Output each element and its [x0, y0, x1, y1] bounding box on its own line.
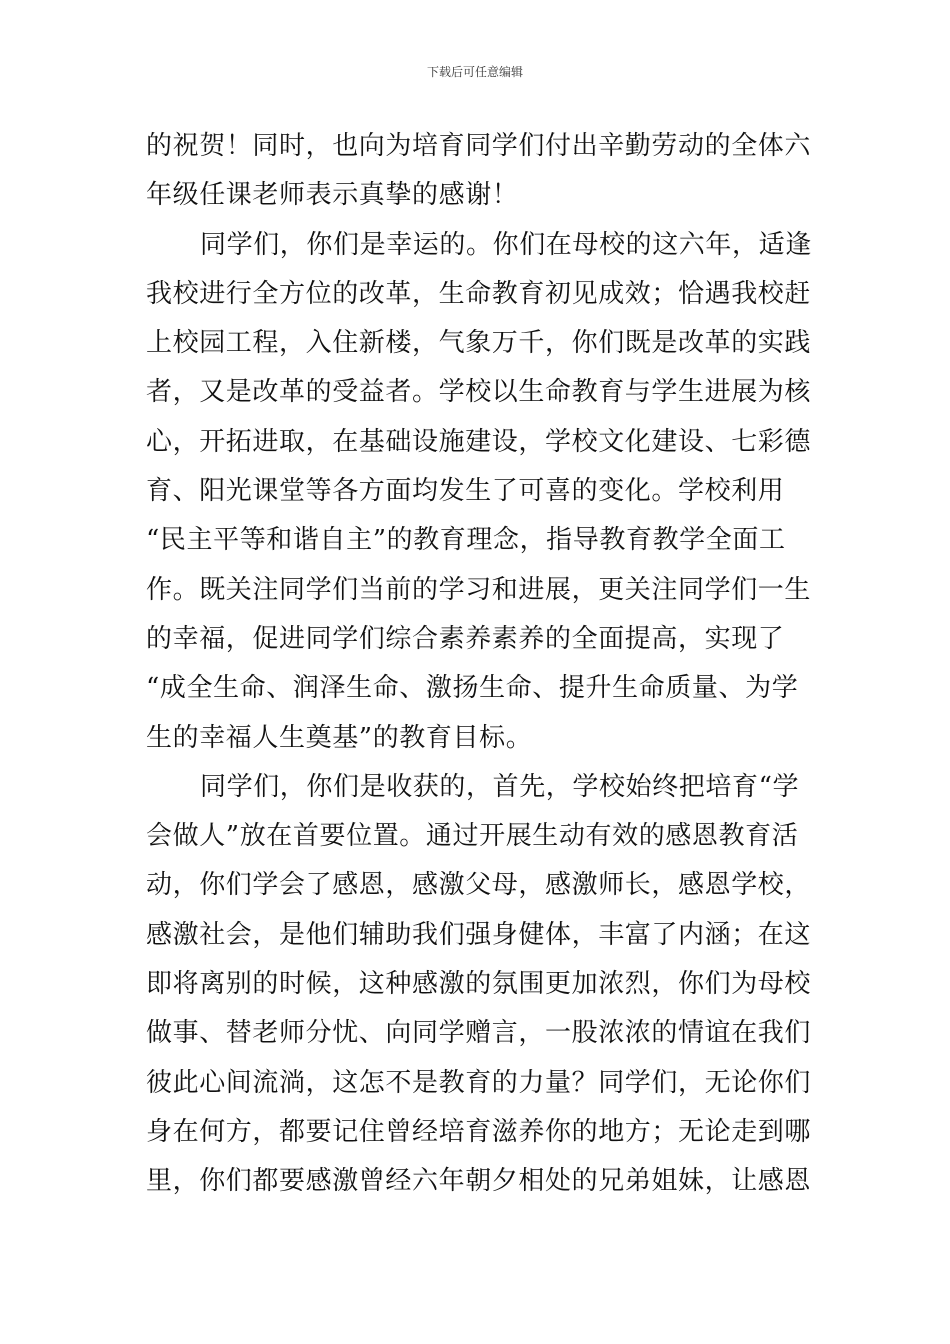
text-line: 即将离别的时候，这种感激的氛围更加浓烈，你们为母校 — [146, 969, 812, 1000]
document-body — [146, 122, 810, 1207]
text-line: 同学们，你们是幸运的。你们在母校的这六年，适逢 — [200, 229, 812, 260]
text-line: 上校园工程，入住新楼，气象万千，你们既是改革的实践 — [146, 328, 812, 359]
text-line: 彼此心间流淌，这怎不是教育的力量？同学们，无论你们 — [146, 1067, 812, 1098]
text-line: 生的幸福人生奠基”的教育目标。 — [146, 722, 533, 753]
text-line: 作。既关注同学们当前的学习和进展，更关注同学们一生 — [146, 574, 812, 605]
text-line: 会做人”放在首要位置。通过开展生动有效的感恩教育活 — [146, 821, 799, 852]
text-line: 年级任课老师表示真挚的感谢！ — [146, 180, 519, 211]
text-line: 我校进行全方位的改革，生命教育初见成效；恰遇我校赶 — [146, 278, 812, 309]
text-line: 同学们，你们是收获的，首先，学校始终把培育“学 — [200, 771, 800, 802]
paragraph — [146, 221, 810, 763]
text-line: 者，又是改革的受益者。学校以生命教育与学生进展为核 — [146, 377, 812, 408]
page-header: 下载后可任意编辑 — [426, 65, 523, 79]
text-line: “民主平等和谐自主”的教育理念，指导教育教学全面工 — [146, 525, 786, 556]
text-line: 育、阳光课堂等各方面均发生了可喜的变化。学校利用 — [146, 476, 785, 507]
paragraph — [146, 122, 810, 221]
text-line: 动，你们学会了感恩，感激父母，感激师长，感恩学校， — [146, 870, 812, 901]
text-line: 的祝贺！同时，也向为培育同学们付出辛勤劳动的全体六 — [146, 131, 812, 161]
text-line: 心，开拓进取，在基础设施建设，学校文化建设、七彩德 — [146, 426, 812, 457]
paragraph — [146, 763, 810, 1207]
text-line: “成全生命、润泽生命、激扬生命、提升生命质量、为学 — [146, 673, 799, 704]
text-line: 做事、替老师分忧、向同学赠言，一股浓浓的情谊在我们 — [146, 1018, 812, 1049]
text-line: 的幸福，促进同学们综合素养素养的全面提高，实现了 — [146, 623, 785, 654]
text-line: 感激社会，是他们辅助我们强身健体，丰富了内涵；在这 — [146, 919, 812, 950]
text-line: 里，你们都要感激曾经六年朝夕相处的兄弟姐妹，让感恩 — [146, 1166, 812, 1197]
text-line: 身在何方，都要记住曾经培育滋养你的地方；无论走到哪 — [146, 1116, 812, 1147]
